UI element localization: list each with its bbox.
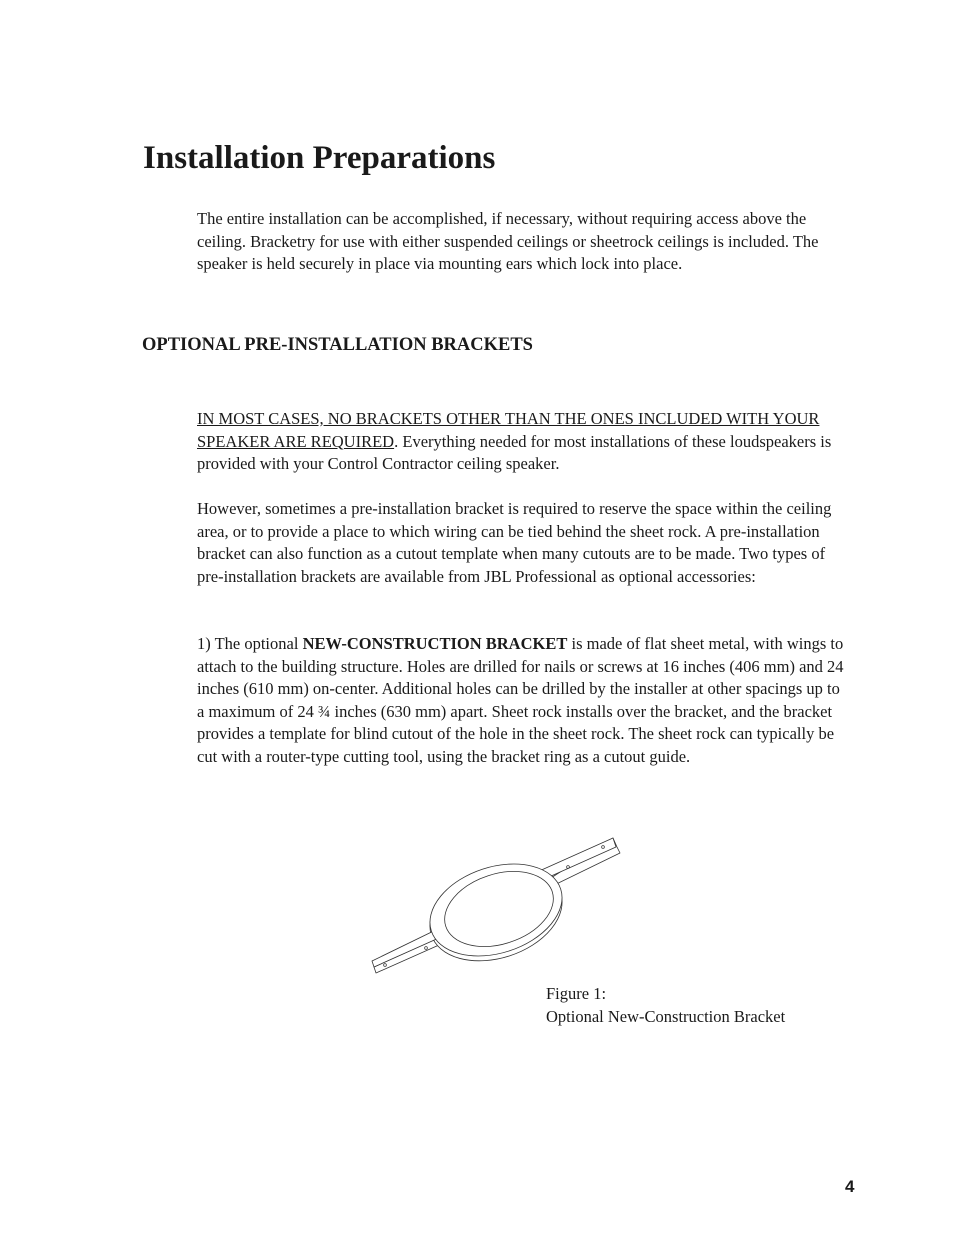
figure-caption-line1: Figure 1: — [546, 984, 607, 1003]
paragraph-lead: 1) The optional — [197, 634, 303, 653]
figure-caption — [546, 983, 785, 1028]
bracket-figure — [370, 835, 626, 978]
bracket-illustration-icon — [370, 835, 626, 978]
page-number: 4 — [845, 1177, 855, 1196]
paragraph-brackets-required — [197, 408, 847, 476]
paragraph-pre-installation: However, sometimes a pre-installation bracket is required to reserve the space within the ceiling area, or to provide a place to which wiring can be tied behind the sheet rock. A pre-installation bracket can also function as a cutout template when many cutouts are to be made. Two types of pre-installation brackets are available from JBL Professional as optional accessories: — [197, 499, 832, 586]
page-title: Installation Preparations — [143, 140, 496, 176]
intro-paragraph: The entire installation can be accomplished, if necessary, without requiring access above the ceiling. Bracketry for use with either suspended ceilings or sheetrock ceilings is included. The speaker is held securely in place via mounting ears which lock into place. — [197, 209, 819, 274]
paragraph-text: . Everything needed for most installations of these loudspeakers is provided with your Control Contractor ceiling speaker. — [197, 431, 832, 474]
figure-caption-line2: Optional New-Construction Bracket — [546, 1006, 786, 1026]
paragraph-text: is made of flat sheet metal, with wings to attach to the building structure. Holes are drilled for nails or screws at 16 inches (406 mm) and 24 inches (610 mm) on-center. Additional holes can be drilled by the installer at other spacings up to a maximum of 24 ¾ inches (630 mm) apart. Sheet rock installs over the bracket, and the bracket provides a template for blind cutout of the hole in the sheet rock. The sheet rock can typically be cut with a router-type cutting tool, using the bracket ring as a cutout guide. — [197, 634, 844, 766]
bracket-name: NEW-CONSTRUCTION BRACKET — [302, 634, 568, 653]
underlined-notice: IN MOST CASES, NO BRACKETS OTHER THAN THE ONES INCLUDED WITH YOUR SPEAKER ARE REQUIRED — [197, 409, 820, 451]
paragraph-new-construction — [197, 633, 847, 769]
section-heading: OPTIONAL PRE-INSTALLATION BRACKETS — [142, 335, 533, 355]
